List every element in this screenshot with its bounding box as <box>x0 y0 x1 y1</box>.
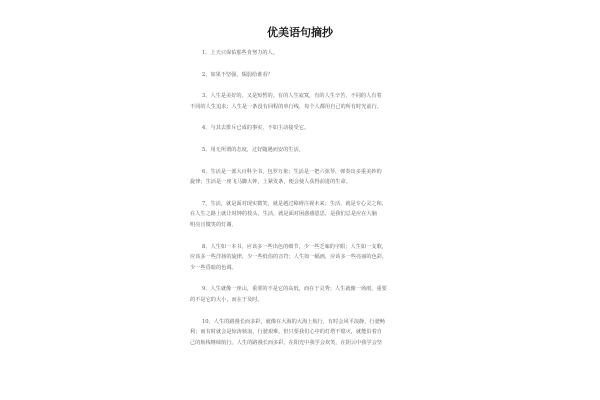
quote-item <box>190 284 420 305</box>
quote-line: 4、与其去排斥已成的事实，不如主动接受它。 <box>202 125 310 132</box>
quote-line: 3、人生是美好的，又是短暂的。有的人生寂寞，有的人生辛苦，不同的人有着 <box>202 93 382 100</box>
quote-line: 7、生活，就是面对现实微笑，就是越过障碍注视未来；生活，就是专心灵之和， <box>202 200 387 207</box>
quote-item <box>190 199 420 231</box>
quote-line: 明亮且微笑的灯谢。 <box>190 221 237 228</box>
quote-item <box>190 145 420 156</box>
quote-line: 5、用无所谓的态度，过好随遇而安的生活。 <box>202 146 304 153</box>
quote-item <box>190 242 420 274</box>
quote-line: 旋律；生活是一座飞马脚大钟，上紧发条，便会使人获得前进的生命。 <box>190 179 351 186</box>
document-title: 优美语句摘抄 <box>267 26 333 39</box>
quote-line: 己的航线继续航行。人生的路漫长而多彩，在阳光中我学会欢笑，在阴云中我学会坚 <box>190 339 382 346</box>
quote-item <box>190 123 420 134</box>
quote-line: 少一些昏暗的色调。 <box>190 264 237 271</box>
quote-line: 的不是它的大小，而在于及时。 <box>190 296 263 303</box>
quote-line: 1、上天只保佑那些肯努力的人。 <box>202 50 278 56</box>
quote-line: 8、人生如一本书，应该多一些出色的细节，少一些乏味的字眼；人生如一支歌， <box>202 243 387 250</box>
quote-item <box>190 48 420 59</box>
quote-line: 2、如果不坚强，懦弱给谁看？ <box>202 71 273 78</box>
quote-list <box>190 48 420 359</box>
quote-line: 10、人生的路漫长而多彩，就像在大海的大海上航行，有时会风平浪静，行驶畅 <box>202 318 385 325</box>
quote-line: 应该多一些洋扬的旋律，少一些低俗的音符；人生如一幅画，应该多一些亮丽的色彩， <box>190 254 388 261</box>
quote-line: 利；而有时就会是惊涛骇浪，行驶艰难。但只要我们心中的灯塔不熄灭，就能沿着自 <box>190 329 382 336</box>
quote-item <box>190 167 420 188</box>
quote-line: 9、人生就像一座山，重要的不是它的高低，而在于灵秀；人生就像一场雨，重要 <box>202 286 387 293</box>
quote-item <box>190 317 420 349</box>
quote-line: 不同的人生追求；人生是一条没有回程的单行线，每个人都用自己的所有时光前行。 <box>190 103 382 110</box>
quote-line: 6、生活是一部大百科全书，包罗万象；生活是一把六弦琴，弹奏出多重美妙的 <box>202 168 382 175</box>
quote-item <box>190 91 420 112</box>
quote-item <box>190 70 420 81</box>
quote-line: 在人生之路上就让时钟的枝头，生活，就是面对困惑感恩思，是我们总是应在大脑 <box>190 211 377 218</box>
